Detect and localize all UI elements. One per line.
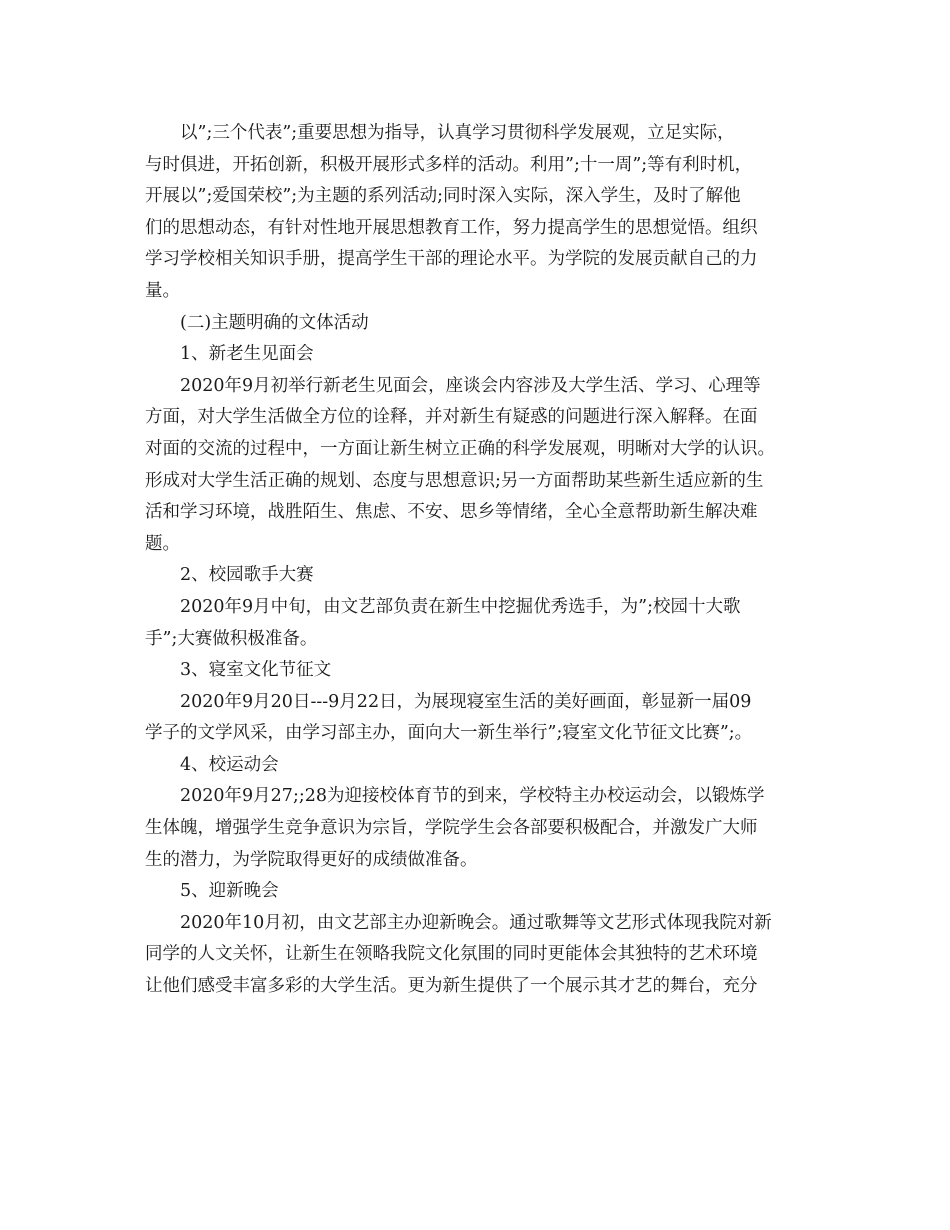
paragraph-line: 学子的文学风采，由学习部主办，面向大一新生举行”;寝室文化节征文比赛”;。 bbox=[145, 723, 753, 744]
paragraph-line: 2020年9月中旬，由文艺部负责在新生中挖掘优秀选手，为”;校园十大歌 bbox=[180, 596, 741, 617]
document-page bbox=[145, 118, 810, 1003]
paragraph-line: 方面，对大学生活做全方位的诠释，并对新生有疑惑的问题进行深入解释。在面 bbox=[145, 407, 758, 428]
subsection-heading: 1、新老生见面会 bbox=[180, 344, 314, 365]
paragraph-line: 与时俱进，开拓创新，积极开展形式多样的活动。利用”;十一周”;等有利时机， bbox=[145, 154, 753, 175]
paragraph-line: 让他们感受丰富多彩的大学生活。更为新生提供了一个展示其才艺的舞台，充分 bbox=[145, 976, 758, 997]
paragraph-line: 2020年9月20日---9月22日，为展现寝室生活的美好画面，彰显新一届09 bbox=[180, 691, 752, 712]
subsection-heading: 5、迎新晚会 bbox=[180, 881, 279, 902]
paragraph-line: 形成对大学生活正确的规划、态度与思想意识;另一方面帮助某些新生适应新的生 bbox=[145, 470, 764, 491]
paragraph-line: 对面的交流的过程中，一方面让新生树立正确的科学发展观，明晰对大学的认识。 bbox=[145, 438, 775, 459]
paragraph-line: 开展以”;爱国荣校”;为主题的系列活动;同时深入实际，深入学生，及时了解他 bbox=[145, 186, 741, 207]
subsection-heading: 3、寝室文化节征文 bbox=[180, 660, 332, 681]
paragraph-line: 以”;三个代表”;重要思想为指导，认真学习贯彻科学发展观，立足实际， bbox=[180, 123, 735, 143]
paragraph-line: 们的思想动态，有针对性地开展思想教育工作，努力提高学生的思想觉悟。组织 bbox=[145, 217, 758, 238]
paragraph-line: 2020年10月初，由文艺部主办迎新晚会。通过歌舞等文艺形式体现我院对新 bbox=[180, 912, 772, 933]
paragraph-line: 2020年9月27;;28为迎接校体育节的到来，学校特主办校运动会，以锻炼学 bbox=[180, 786, 765, 807]
paragraph-line: 量。 bbox=[145, 280, 180, 301]
paragraph-line: 学习学校相关知识手册，提高学生干部的理论水平。为学院的发展贡献自己的力 bbox=[145, 249, 758, 270]
paragraph-line: 题。 bbox=[145, 533, 180, 554]
paragraph-line: 手”;大赛做积极准备。 bbox=[145, 628, 318, 649]
paragraph-line: 生体魄，增强学生竞争意识为宗旨，学院学生会各部要积极配合，并激发广大师 bbox=[145, 818, 758, 839]
section-heading: (二)主题明确的文体活动 bbox=[180, 312, 369, 333]
subsection-heading: 4、校运动会 bbox=[180, 754, 279, 775]
paragraph-line: 同学的人文关怀，让新生在领略我院文化氛围的同时更能体会其独特的艺术环境 bbox=[145, 944, 758, 965]
subsection-heading: 2、校园歌手大赛 bbox=[180, 565, 314, 586]
paragraph-line: 2020年9月初举行新老生见面会，座谈会内容涉及大学生活、学习、心理等 bbox=[180, 375, 761, 396]
paragraph-line: 生的潜力，为学院取得更好的成绩做准备。 bbox=[145, 849, 478, 870]
paragraph-line: 活和学习环境，战胜陌生、焦虑、不安、思乡等情绪，全心全意帮助新生解决难 bbox=[145, 502, 758, 523]
